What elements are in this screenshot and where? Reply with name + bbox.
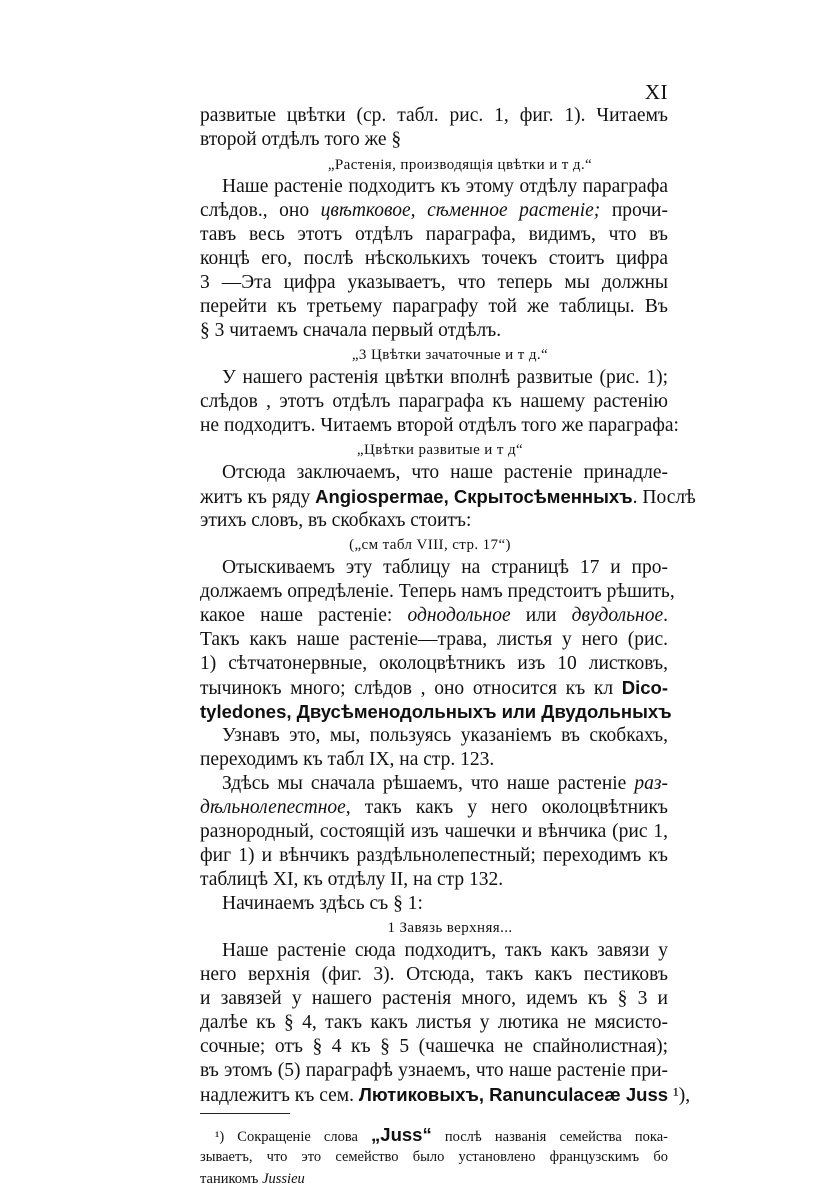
footnote-line: зываетъ, что это семейство было установлено французскимъ бо (200, 1149, 668, 1165)
text-line: далѣе къ § 4, такъ какъ листья у лютика не мясисто- (200, 1012, 668, 1033)
text-line: переходимъ къ табл IX, на стр. 123. (200, 749, 495, 770)
italic-term: раз- (634, 773, 668, 794)
bold-term: tyledones, Двусѣменодольныхъ или Двудольныхъ (200, 701, 672, 722)
text-line: развитые цвѣтки (ср. табл. рис. 1, фиг. 1). Читаемъ (200, 105, 668, 126)
text-line: У нашего растенія цвѣтки вполнѣ развитые (рис. 1); (222, 367, 668, 388)
quoted-line: „Цвѣтки развитые и т д“ (356, 442, 524, 458)
text-line: тычинокъ много; слѣдов , оно относится къ кл Dico- (200, 677, 668, 699)
text-line: Отыскиваемъ эту таблицу на страницѣ 17 и про- (222, 557, 668, 578)
text-line: перейти къ третьему параграфу той же таблицы. Въ (200, 296, 668, 317)
quoted-line: 1 Завязь верхняя... (387, 920, 513, 936)
text-line: дѣльнолепестное, такъ какъ у него околоцвѣтникъ (200, 797, 668, 818)
text-line: таблицѣ XI, къ отдѣлу II, на стр 132. (200, 869, 504, 890)
text-line: и завязей у нашего растенія много, идемъ къ § 3 и (200, 988, 668, 1009)
footnote-line: таникомъ Jussieu (200, 1171, 305, 1187)
bold-term: Dico- (621, 677, 668, 698)
footnote-line: ¹) Сокращеніе слова „Juss“ послѣ названія семейства пока- (215, 1124, 668, 1145)
text-line: слѣдов , этотъ отдѣлъ параграфа къ нашему растенію (200, 391, 668, 412)
text-line: не подходитъ. Читаемъ второй отдѣлъ того же параграфа: (200, 415, 679, 436)
text-line: надлежитъ къ сем. Лютиковыхъ, Ranunculaceæ Juss ¹), (200, 1084, 691, 1106)
quoted-line: „3 Цвѣтки зачаточные и т д.“ (351, 347, 549, 363)
italic-phrase: цвѣтковое, сѣменное растеніе; (320, 200, 601, 221)
text-line: Начинаемъ здѣсь съ § 1: (222, 893, 423, 914)
text-line: 1) сѣтчатонервные, околоцвѣтникъ изъ 10 листковъ, (200, 653, 668, 674)
quoted-line: „Растенія, производящія цвѣтки и т д.“ (327, 157, 593, 173)
text-line: должаемъ опредѣленіе. Теперь намъ предстоитъ рѣшить, (200, 581, 675, 602)
text-line: второй отдѣлъ того же § (200, 129, 402, 150)
bold-term: „Juss“ (371, 1124, 432, 1145)
text-line: Наше растеніе сюда подходитъ, такъ какъ завязи у (222, 940, 668, 961)
text-line: слѣдов., оно цвѣтковое, сѣменное растеніе; прочи- (200, 200, 668, 221)
italic-term: дѣльнолепестное (200, 797, 346, 818)
text-line: Здѣсь мы сначала рѣшаемъ, что наше растеніе раз- (222, 773, 668, 794)
text-line: § 3 читаемъ сначала первый отдѣлъ. (200, 320, 502, 341)
text-line: Отсюда заключаемъ, что наше растеніе принадле- (222, 462, 668, 483)
text-line: Узнавъ это, мы, пользуясь указаніемъ въ скобкахъ, (222, 725, 668, 746)
text-line: фиг 1) и вѣнчикъ раздѣльнолепестный; переходимъ къ (200, 845, 668, 866)
italic-term: двудольное (571, 605, 664, 626)
footnote-rule (200, 1113, 290, 1114)
text-line: житъ къ ряду Angiospermae, Скрытосѣменныхъ. Послѣ (200, 486, 696, 508)
text-line: въ этомъ (5) параграфѣ узнаемъ, что наше растеніе при- (200, 1060, 668, 1081)
text-line: Такъ какъ наше растеніе—трава, листья у него (рис. (200, 629, 668, 650)
text-line: сочные; отъ § 4 къ § 5 (чашечка не спайнолистная); (200, 1036, 668, 1057)
page-number: XI (644, 80, 668, 104)
italic-term: однодольное (407, 605, 511, 626)
text-line: какое наше растеніе: однодольное или двудольное. (200, 605, 668, 626)
text-line: разнородный, состоящій изъ чашечки и вѣнчика (рис 1, (200, 821, 668, 842)
text-line: этихъ словъ, въ скобкахъ стоитъ: (200, 510, 472, 531)
text-line: тавъ весь этотъ отдѣлъ параграфа, видимъ, что въ (200, 224, 668, 245)
text-line: Наше растеніе подходитъ къ этому отдѣлу параграфа (222, 176, 668, 197)
text-line: 3 —Эта цифра указываетъ, что теперь мы должны (200, 272, 668, 293)
text-line: концѣ его, послѣ нѣсколькихъ точекъ стоитъ цифра (200, 248, 668, 269)
bold-term: Лютиковыхъ, Ranunculaceæ Juss (358, 1084, 669, 1105)
text-line: него верхнія (фиг. 3). Отсюда, такъ какъ пестиковъ (200, 964, 668, 985)
text-line (200, 700, 672, 724)
quoted-line: („см табл VIII, стр. 17“) (349, 537, 511, 553)
italic-term: Jussieu (262, 1171, 305, 1187)
bold-term: Angiospermae, Скрытосѣменныхъ (315, 486, 633, 507)
